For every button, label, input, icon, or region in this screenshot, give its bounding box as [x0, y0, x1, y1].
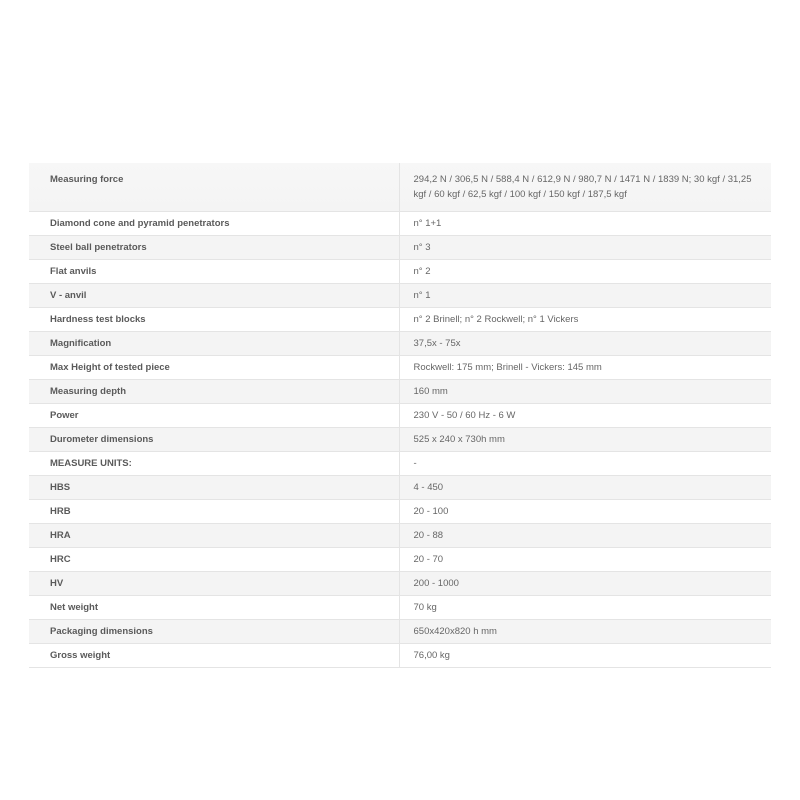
spec-value: n° 1+1: [399, 212, 771, 236]
spec-label: HV: [29, 572, 399, 596]
spec-label: Gross weight: [29, 644, 399, 668]
spec-row-penetrators: [29, 212, 771, 236]
spec-row-flat-anvils: [29, 260, 771, 284]
spec-label: MEASURE UNITS:: [29, 452, 399, 476]
spec-row-net-weight: [29, 596, 771, 620]
spec-row-hv: [29, 572, 771, 596]
spec-value: 20 - 70: [399, 548, 771, 572]
spec-row-max-height: [29, 356, 771, 380]
spec-row-gross-weight: [29, 644, 771, 668]
spec-label: Magnification: [29, 332, 399, 356]
spec-row-v-anvil: [29, 284, 771, 308]
spec-value: n° 2: [399, 260, 771, 284]
spec-label: Packaging dimensions: [29, 620, 399, 644]
spec-label: Measuring force: [29, 163, 399, 212]
spec-value: 70 kg: [399, 596, 771, 620]
spec-value: n° 3: [399, 236, 771, 260]
spec-value: -: [399, 452, 771, 476]
spec-value: 230 V - 50 / 60 Hz - 6 W: [399, 404, 771, 428]
spec-row-hbs: [29, 476, 771, 500]
spec-row-measure-units: [29, 452, 771, 476]
spec-label: HRC: [29, 548, 399, 572]
spec-value: 160 mm: [399, 380, 771, 404]
spec-row-durometer-dimensions: [29, 428, 771, 452]
spec-value: n° 1: [399, 284, 771, 308]
spec-label: HBS: [29, 476, 399, 500]
spec-label: Power: [29, 404, 399, 428]
spec-value: 76,00 kg: [399, 644, 771, 668]
spec-row-steel-ball: [29, 236, 771, 260]
spec-label: Measuring depth: [29, 380, 399, 404]
spec-label: HRB: [29, 500, 399, 524]
spec-value: 650x420x820 h mm: [399, 620, 771, 644]
specifications-table: [29, 163, 771, 668]
spec-value: 20 - 100: [399, 500, 771, 524]
spec-row-packaging-dimensions: [29, 620, 771, 644]
spec-value: 4 - 450: [399, 476, 771, 500]
spec-label: Diamond cone and pyramid penetrators: [29, 212, 399, 236]
spec-value: 37,5x - 75x: [399, 332, 771, 356]
spec-value: Rockwell: 175 mm; Brinell - Vickers: 145 mm: [399, 356, 771, 380]
spec-row-hrc: [29, 548, 771, 572]
spec-row-power: [29, 404, 771, 428]
spec-row-hrb: [29, 500, 771, 524]
spec-row-hra: [29, 524, 771, 548]
spec-value: 525 x 240 x 730h mm: [399, 428, 771, 452]
spec-label: Durometer dimensions: [29, 428, 399, 452]
spec-value: n° 2 Brinell; n° 2 Rockwell; n° 1 Vickers: [399, 308, 771, 332]
spec-label: Max Height of tested piece: [29, 356, 399, 380]
spec-row-test-blocks: [29, 308, 771, 332]
spec-row-measuring-force: [29, 163, 771, 212]
spec-value: 294,2 N / 306,5 N / 588,4 N / 612,9 N / 980,7 N / 1471 N / 1839 N; 30 kgf / 31,25 kgf / 60 kgf / 62,5 kgf / 100 kgf / 150 kgf / 187,5 kgf: [399, 163, 771, 212]
spec-label: HRA: [29, 524, 399, 548]
spec-value: 20 - 88: [399, 524, 771, 548]
spec-label: Net weight: [29, 596, 399, 620]
spec-value: 200 - 1000: [399, 572, 771, 596]
spec-row-measuring-depth: [29, 380, 771, 404]
spec-label: Flat anvils: [29, 260, 399, 284]
spec-row-magnification: [29, 332, 771, 356]
spec-label: Hardness test blocks: [29, 308, 399, 332]
spec-label: Steel ball penetrators: [29, 236, 399, 260]
specifications-body: [29, 163, 771, 668]
spec-label: V - anvil: [29, 284, 399, 308]
